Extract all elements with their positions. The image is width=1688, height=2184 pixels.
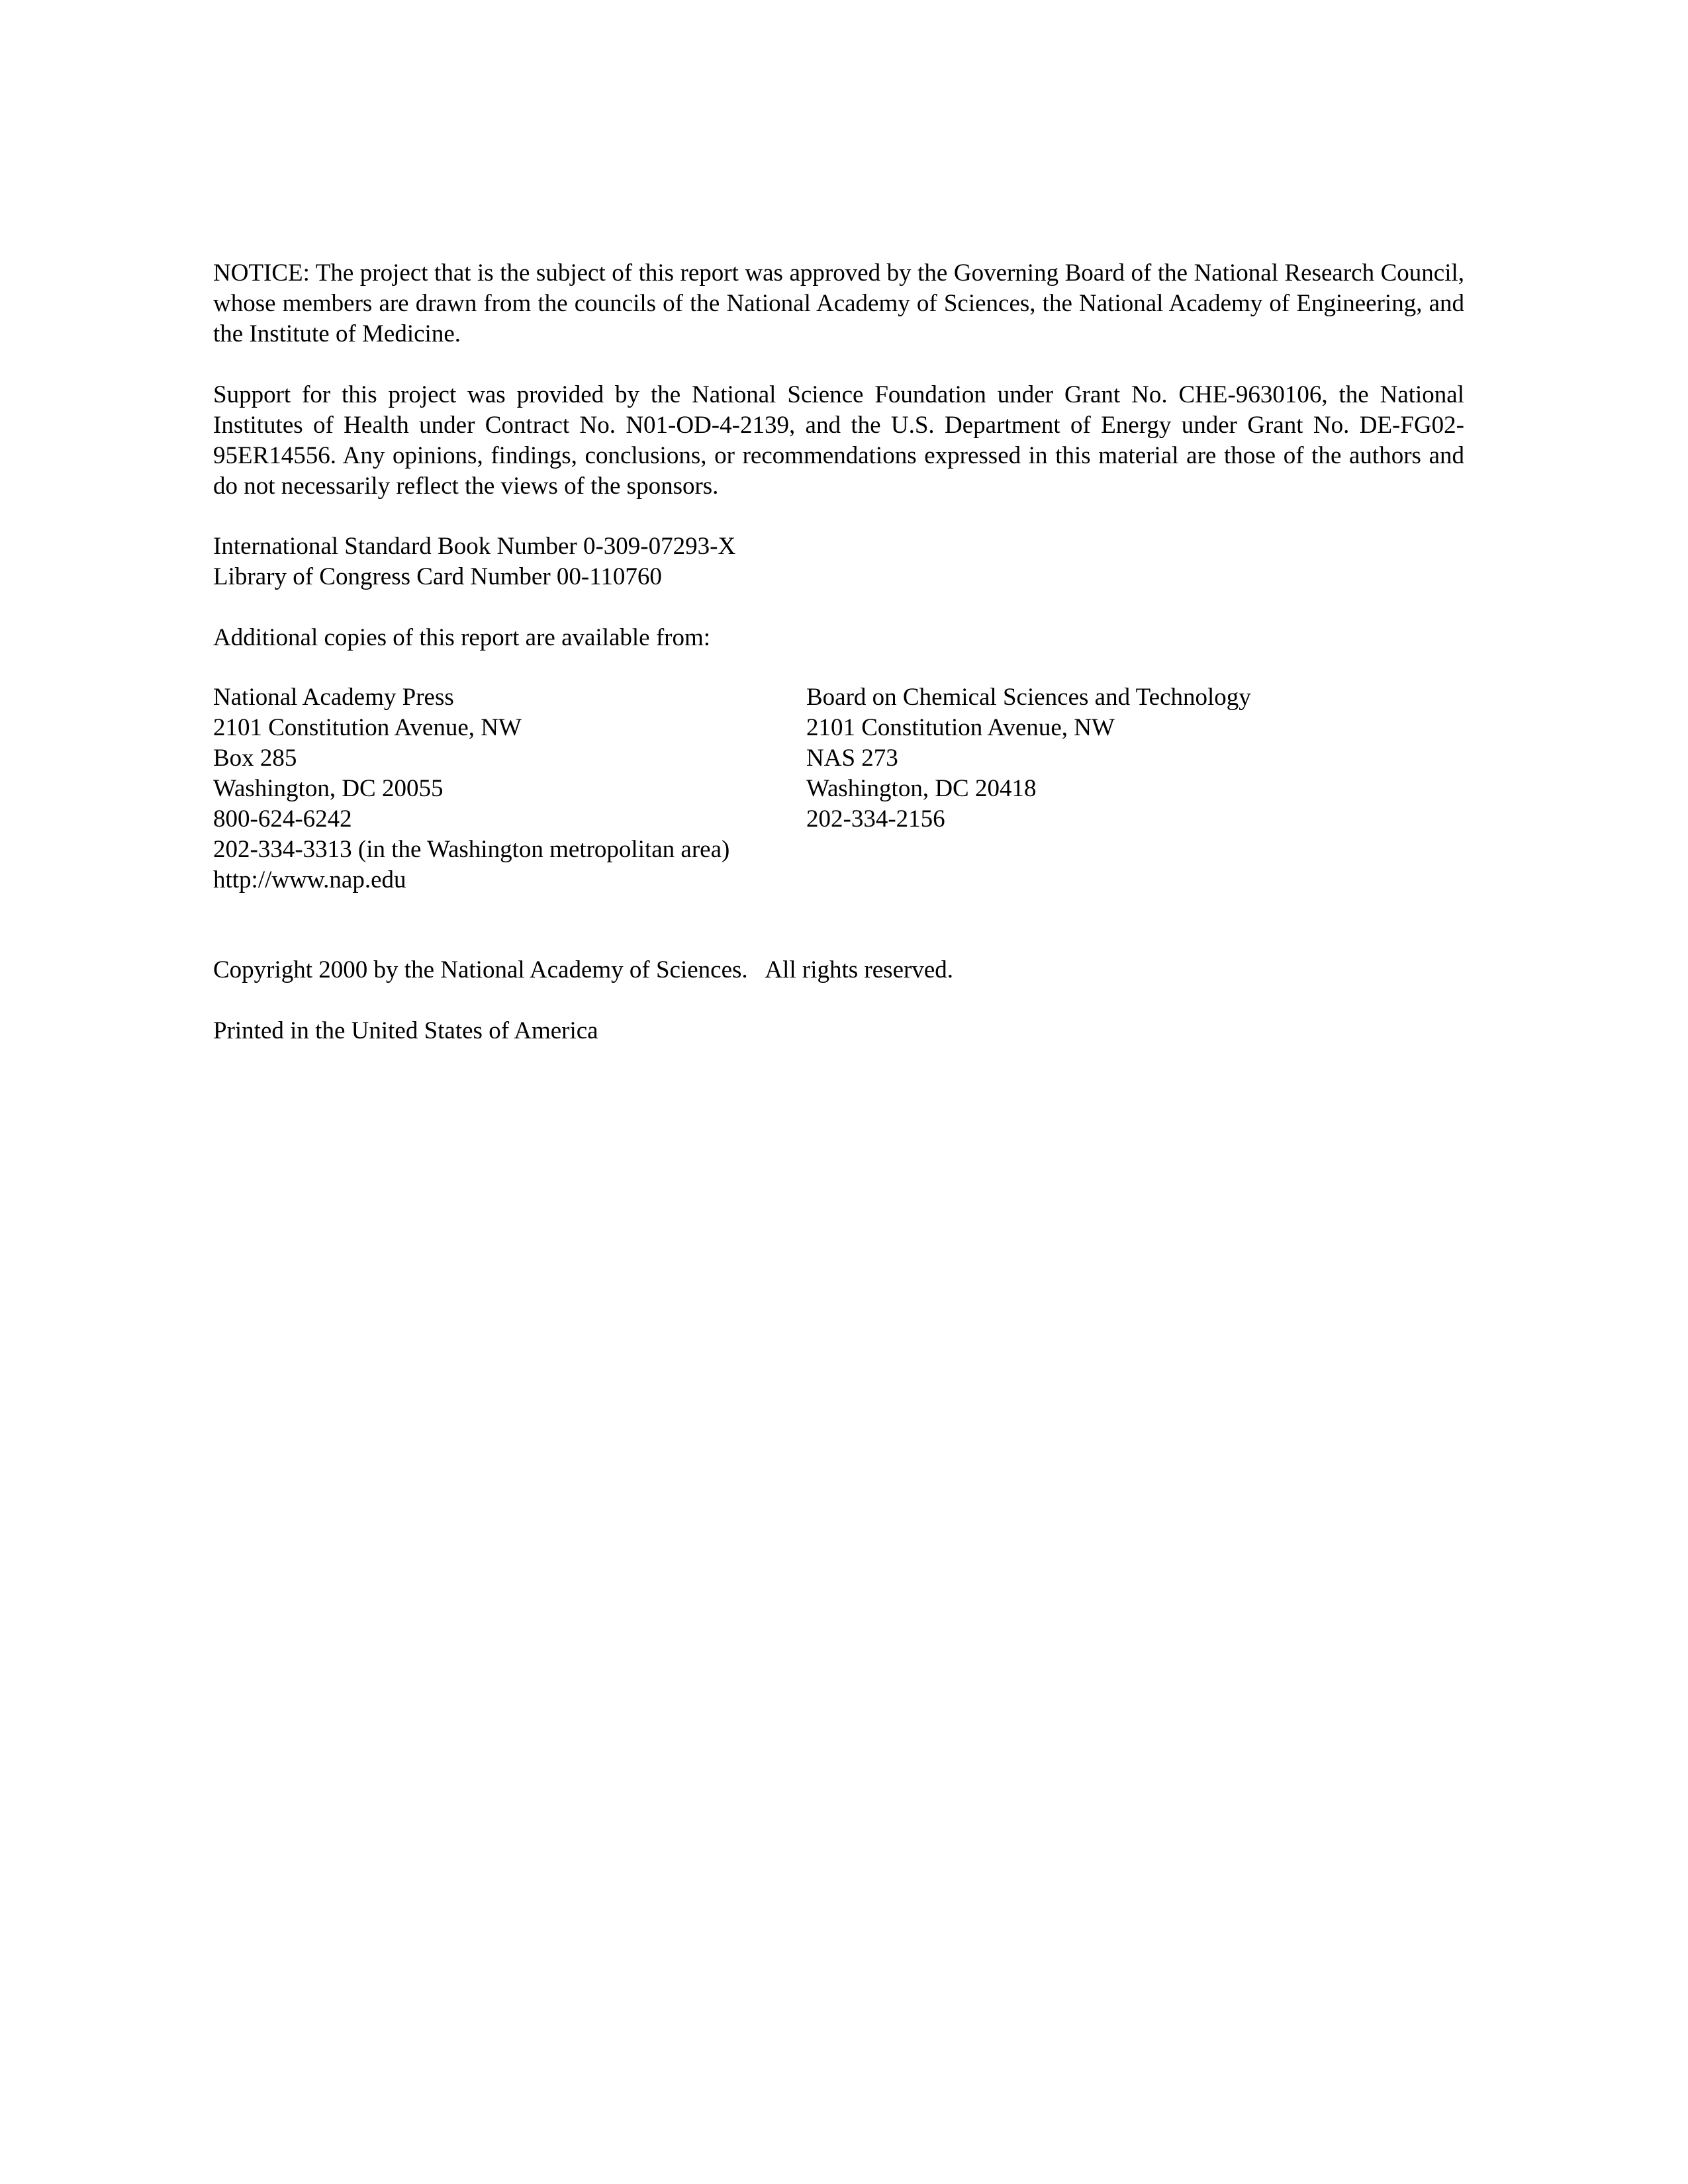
copyright-line: Copyright 2000 by the National Academy of Sciences. All rights reserved. bbox=[213, 956, 953, 983]
address-board-chemical-sciences bbox=[806, 682, 1402, 835]
book-identifiers bbox=[213, 531, 1464, 592]
support-paragraph: Support for this project was provided by the National Science Foundation under Grant No. CHE-9630106, the National Institutes of Health under Contract No. N01-OD-4-2139, and the U.S. Department of Energy under Grant No. DE-FG02-95ER14556. Any opinions, findings, conclusions, or recommendations expressed in this material are those of the authors and do not necessarily reflect the views of the sponsors. bbox=[213, 381, 1464, 500]
lccn-line: Library of Congress Card Number 00-110760 bbox=[213, 563, 662, 590]
phone-line: 202-334-3313 (in the Washington metropolitan area) bbox=[213, 836, 730, 863]
address-line: Washington, DC 20055 bbox=[213, 775, 444, 802]
printed-line: Printed in the United States of America bbox=[213, 1017, 598, 1044]
address-line: Box 285 bbox=[213, 745, 297, 772]
address-line: Washington, DC 20418 bbox=[806, 775, 1037, 802]
address-line: NAS 273 bbox=[806, 745, 898, 772]
notice-paragraph: NOTICE: The project that is the subject of this report was approved by the Governing Board of the National Research Council, whose members are drawn from the councils of the National Academy of Sciences, the National Academy of Engineering, and the Institute of Medicine. bbox=[213, 259, 1464, 347]
isbn-line: International Standard Book Number 0-309-07293-X bbox=[213, 533, 736, 560]
address-line: Board on Chemical Sciences and Technology bbox=[806, 684, 1251, 711]
address-line: 2101 Constitution Avenue, NW bbox=[213, 714, 522, 741]
additional-copies-note: Additional copies of this report are available from: bbox=[213, 624, 711, 651]
address-national-academy-press bbox=[213, 682, 796, 895]
address-line: 2101 Constitution Avenue, NW bbox=[806, 714, 1115, 741]
phone-line: 202-334-2156 bbox=[806, 805, 945, 833]
address-line: National Academy Press bbox=[213, 684, 454, 711]
phone-line: 800-624-6242 bbox=[213, 805, 352, 833]
website-link[interactable]: http://www.nap.edu bbox=[213, 866, 406, 893]
